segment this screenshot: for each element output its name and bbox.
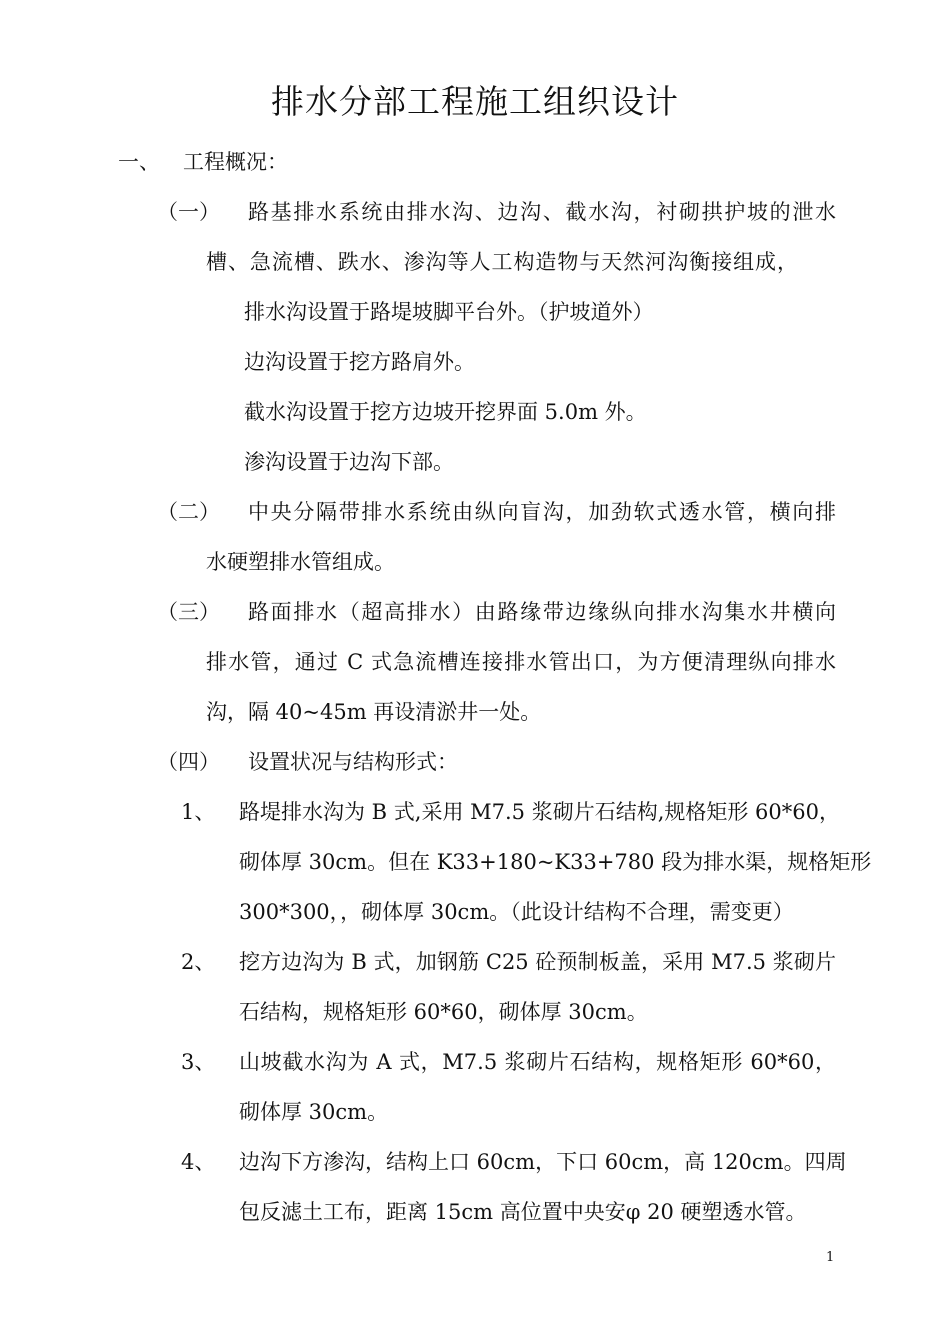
- paragraph-line: 边沟下方渗沟，结构上口 60cm，下口 60cm，高 120cm。四周: [239, 1150, 847, 1174]
- section-heading: 工程概况：: [183, 150, 288, 174]
- subitem-marker: 3、: [181, 1050, 216, 1074]
- paragraph-line: 设置状况与结构形式：: [248, 750, 458, 774]
- paragraph-line: 挖方边沟为 B 式，加钢筋 C25 砼预制板盖，采用 M7.5 浆砌片: [239, 950, 836, 974]
- paragraph-line: 包反滤土工布，距离 15cm 高位置中央安φ 20 硬塑透水管。: [239, 1200, 807, 1224]
- paragraph-line: 路面排水（超高排水）由路缘带边缘纵向排水沟集水井横向: [248, 600, 836, 624]
- document-title: 排水分部工程施工组织设计: [271, 82, 679, 121]
- paragraph-line: 排水沟设置于路堤坡脚平台外。（护坡道外）: [244, 300, 654, 324]
- item-marker: （三）: [157, 600, 220, 624]
- paragraph-line: 截水沟设置于挖方边坡开挖界面 5.0m 外。: [244, 400, 647, 424]
- paragraph-line: 渗沟设置于边沟下部。: [244, 450, 454, 474]
- paragraph-line: 300*300，，砌体厚 30cm。（此设计结构不合理，需变更）: [239, 900, 794, 924]
- paragraph-line: 中央分隔带排水系统由纵向盲沟，加劲软式透水管，横向排: [248, 500, 836, 524]
- item-marker: （二）: [157, 500, 220, 524]
- subitem-marker: 1、: [181, 800, 216, 824]
- paragraph-line: 石结构，规格矩形 60*60，砌体厚 30cm。: [239, 1000, 648, 1024]
- section-marker: 一、: [118, 150, 160, 174]
- paragraph-line: 水硬塑排水管组成。: [206, 550, 395, 574]
- subitem-marker: 2、: [181, 950, 216, 974]
- paragraph-line: 山坡截水沟为 A 式，M7.5 浆砌片石结构，规格矩形 60*60，: [239, 1050, 836, 1074]
- paragraph-line: 沟，隔 40~45m 再设清淤井一处。: [206, 700, 542, 724]
- paragraph-line: 边沟设置于挖方路肩外。: [244, 350, 475, 374]
- paragraph-line: 砌体厚 30cm。: [239, 1100, 389, 1124]
- item-marker: （一）: [157, 200, 220, 224]
- paragraph-line: 砌体厚 30cm。但在 K33+180~K33+780 段为排水渠，规格矩形: [239, 850, 872, 874]
- item-marker: （四）: [157, 750, 220, 774]
- paragraph-line: 路堤排水沟为 B 式,采用 M7.5 浆砌片石结构,规格矩形 60*60，: [239, 800, 841, 824]
- paragraph-line: 排水管，通过 C 式急流槽连接排水管出口，为方便清理纵向排水: [206, 650, 836, 674]
- page-number: 1: [826, 1250, 835, 1265]
- subitem-marker: 4、: [181, 1150, 216, 1174]
- paragraph-line: 路基排水系统由排水沟、边沟、截水沟，衬砌拱护坡的泄水: [248, 200, 836, 224]
- paragraph-line: 槽、急流槽、跌水、渗沟等人工构造物与天然河沟衡接组成，: [206, 250, 798, 274]
